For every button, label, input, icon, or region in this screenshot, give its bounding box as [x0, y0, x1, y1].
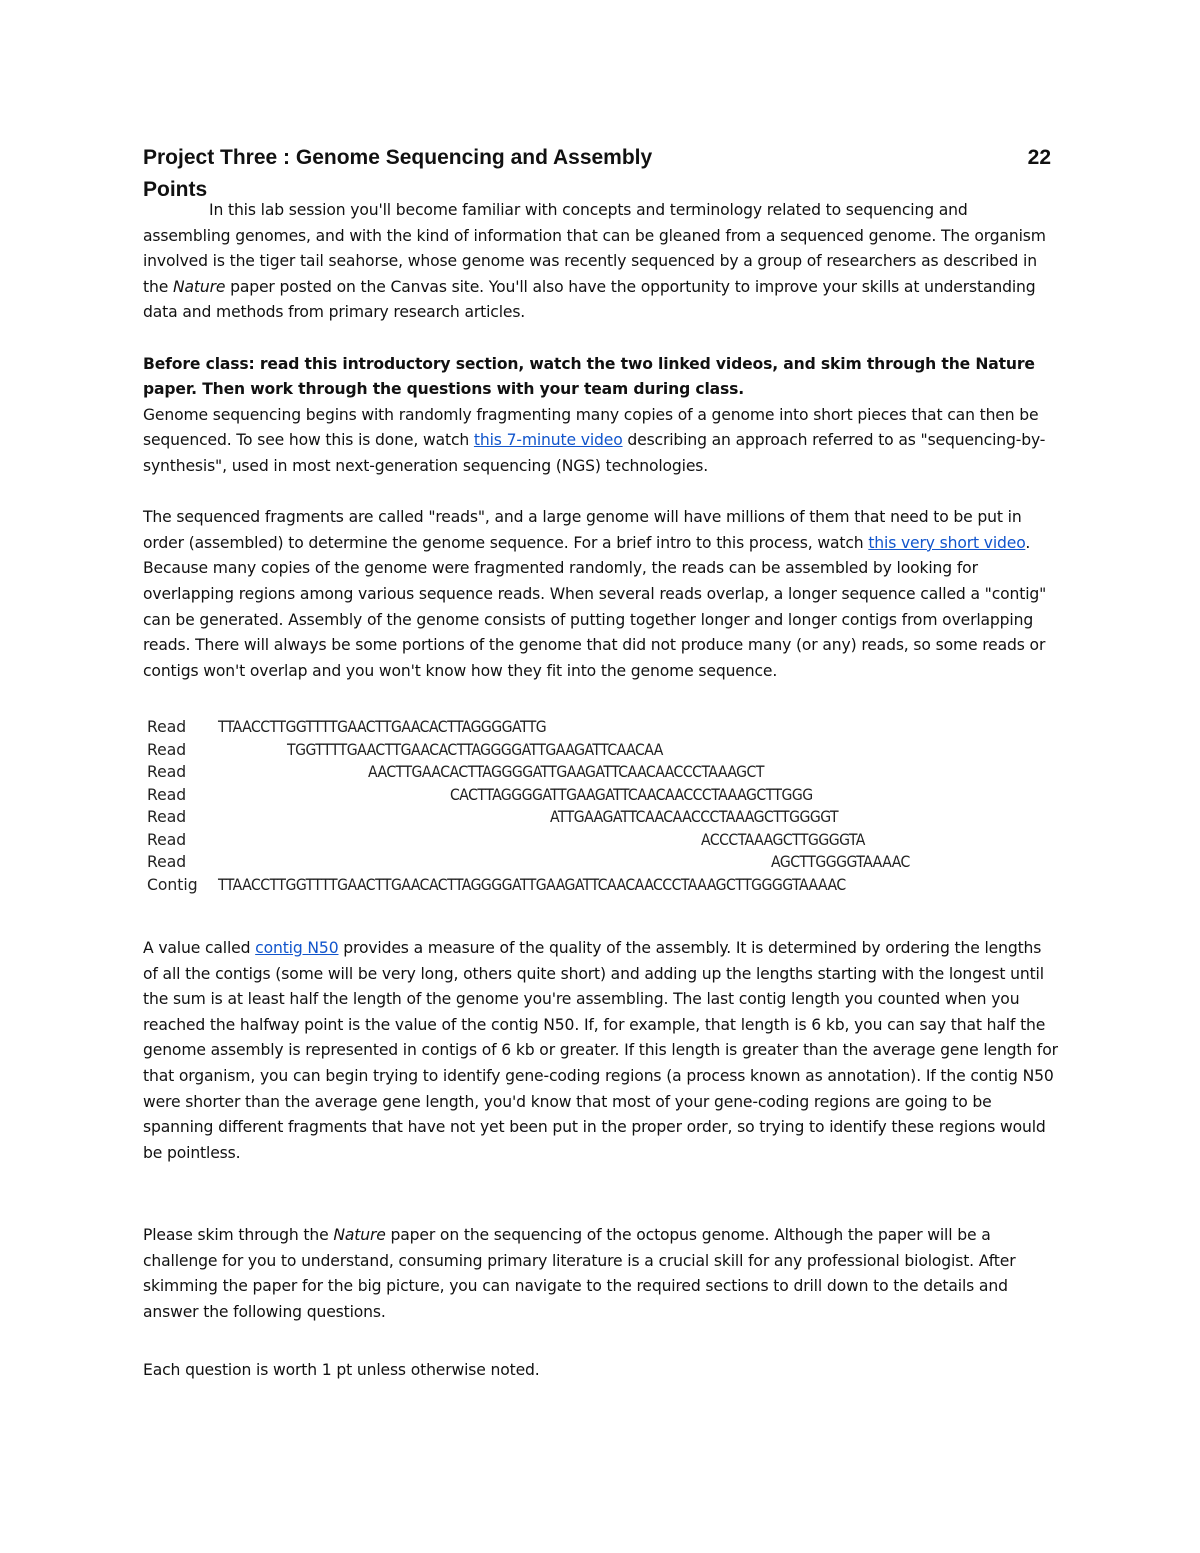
reads-text-b: . Because many copies of the genome were fragmented randomly, the reads can be assembled by looking for overlapping regions among various sequence reads. When several reads overlap, a longer sequence called a "contig" can be generated. Assembly of the genome consists of putting together longer and longer contigs from overlapping reads. There will always be some portions of the genome that did not produce many (or any) reads, so some reads or contigs won't overlap and you won't know how they fit into the genome sequence. — [143, 533, 1047, 680]
n50-text-a: A value called — [143, 939, 256, 957]
points-note: Each question is worth 1 pt unless otherwise noted. — [143, 1361, 540, 1379]
sequencing-paragraph — [143, 403, 1058, 480]
points-value: 22 — [1027, 146, 1051, 169]
reads-text-a: The sequenced fragments are called "reads", and a large genome will have millions of them that need to be put in order (assembled) to determine the genome sequence. For a brief intro to this process, watch — [143, 508, 1022, 552]
sequencing-text-a: Genome sequencing begins with randomly fragmenting many copies of a genome into short pieces that can then be sequenced. To see how this is done, watch — [143, 405, 1039, 450]
skim-paragraph — [143, 1223, 1058, 1325]
skim-text-b: paper on the sequencing of the octopus genome. Although the paper will be a challenge for you to understand, consuming primary literature is a crucial skill for any professional biologist. After skimming the paper for the big picture, you can navigate to the required sections to drill down to the details and answer the following questions. — [143, 1226, 1016, 1321]
row-sequence: ATTGAAGATTCAACAACCCTAAAGCTTGGGGT — [550, 808, 839, 826]
intro-text-b: paper posted on the Canvas site. You'll also have the opportunity to improve your skills at understanding data and methods from primary research articles. — [143, 277, 1036, 322]
n50-paragraph — [143, 936, 1058, 1166]
row-label: Read — [147, 740, 187, 759]
skim-text-a: Please skim through the — [143, 1226, 334, 1244]
points-label: Points — [143, 178, 208, 201]
contig-sequence: TTAACCTTGGTTTTGAACTTGAACACTTAGGGGATTGAAGATTCAACAACCCTAAAGCTTGGGGTAAAAC — [218, 875, 846, 894]
row-sequence: ACCCTAAAGCTTGGGGTA — [701, 830, 865, 849]
footer-section — [143, 1358, 1058, 1384]
row-sequence: TTAACCTTGGTTTTGAACTTGAACACTTAGGGGATTG — [218, 718, 547, 736]
row-sequence: AGCTTGGGGTAAAAC — [771, 853, 910, 871]
document-header — [143, 142, 1051, 201]
row-label: Contig — [147, 875, 198, 894]
video-link-short[interactable]: this very short video — [868, 533, 1026, 552]
row-sequence: TGGTTTTGAACTTGAACACTTAGGGGATTGAAGATTCAACAA — [287, 740, 663, 759]
row-label: Read — [147, 808, 187, 826]
intro-section — [143, 198, 1058, 684]
row-label: Read — [147, 830, 187, 849]
skim-section — [143, 1223, 1058, 1325]
spacer — [143, 326, 1058, 352]
n50-text-b: provides a measure of the quality of the assembly. It is determined by ordering the lengths of all the contigs (some will be very long, others quite short) and adding up the lengths starting with the longest until the sum is at least half the length of the genome you're assembling. The last contig length you counted when you reached the halfway point is the value of the contig N50. If, for example, that length is 6 kb, you can say that half the genome assembly is represented in contigs of 6 kb or greater. If this length is greater than the average gene length for that organism, you can begin trying to identify gene-coding regions (a process known as annotation). If the contig N50 were shorter than the average gene length, you'd know that most of your gene-coding regions are going to be spanning different fragments that have not yet been put in the proper order, so trying to identify these regions would be pointless. — [143, 939, 1058, 1162]
row-sequence: AACTTGAACACTTAGGGGATTGAAGATTCAACAACCCTAAAGCT — [368, 763, 764, 781]
row-label: Read — [147, 853, 187, 871]
intro-text-a: In this lab session you'll become familiar with concepts and terminology related to sequencing and assembling genomes, and with the kind of information that can be gleaned from a sequenced genome. The organism involved is the tiger tail seahorse, whose genome was recently sequenced by a group of researchers as described in the — [143, 201, 1046, 296]
page-title: Project Three : Genome Sequencing and Assembly — [143, 146, 653, 169]
video-link-7-minute[interactable]: this 7-minute video — [473, 431, 623, 450]
sequencing-text-b: describing an approach referred to as "sequencing-by-synthesis", used in most next-generation sequencing (NGS) technologies. — [143, 431, 1046, 475]
row-label: Read — [147, 763, 187, 781]
row-label: Read — [147, 718, 187, 736]
n50-section — [143, 936, 1058, 1166]
instructions-paragraph: Before class: read this introductory section, watch the two linked videos, and skim through the Nature paper. Then work through the questions with your team during class. — [143, 354, 1035, 399]
nature-emphasis: Nature — [172, 277, 226, 296]
row-sequence: CACTTAGGGGATTGAAGATTCAACAACCCTAAAGCTTGGG — [450, 785, 813, 804]
reads-paragraph — [143, 505, 1058, 684]
nature-emphasis: Nature — [333, 1226, 386, 1244]
row-label: Read — [147, 785, 187, 804]
contig-n50-link[interactable]: contig N50 — [255, 939, 339, 957]
intro-paragraph — [143, 198, 1058, 326]
spacer — [143, 480, 1058, 506]
